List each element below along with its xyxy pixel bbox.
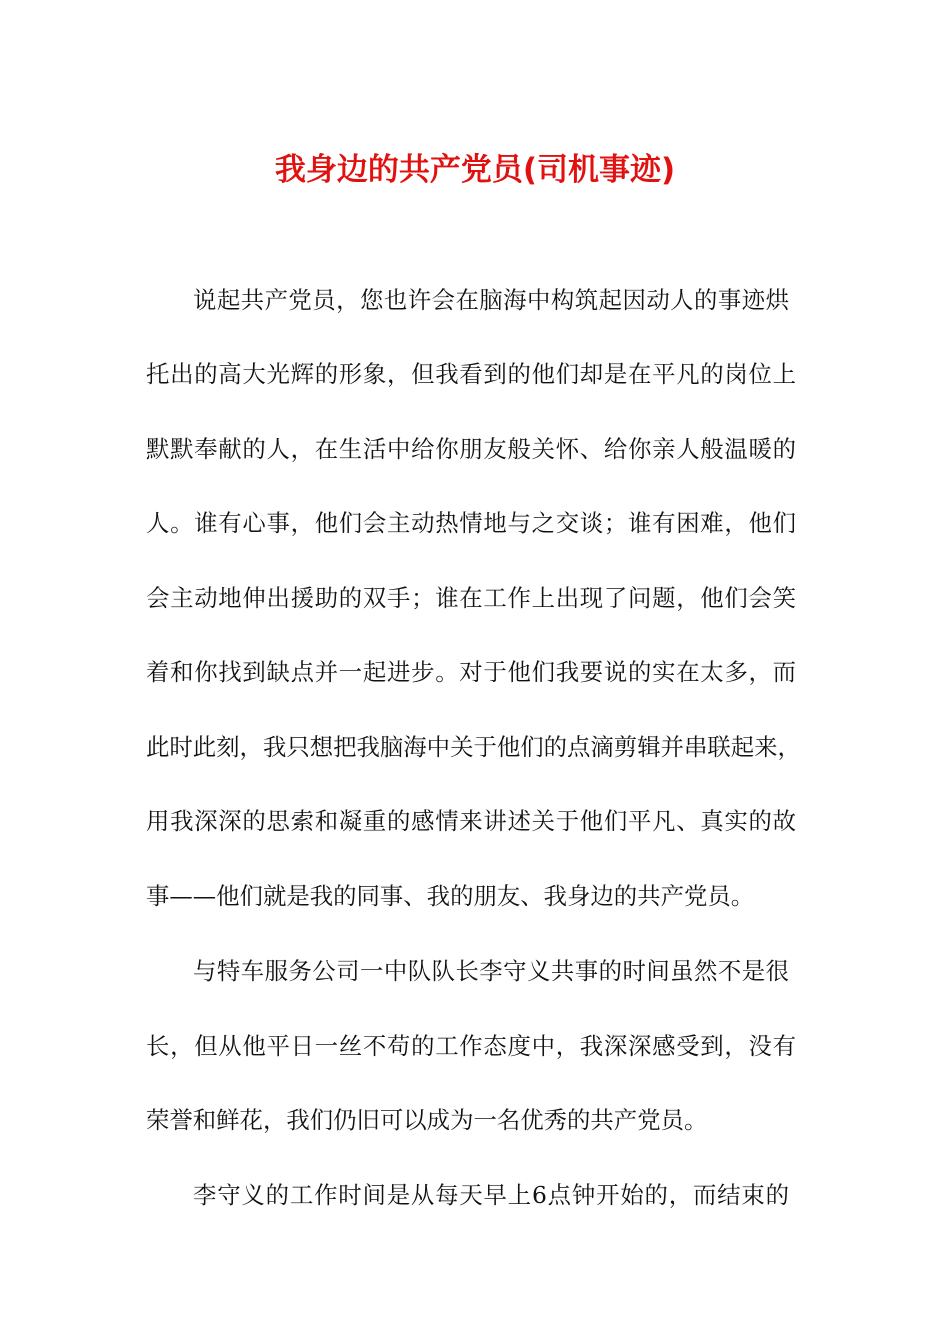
document-title: 我身边的共产党员(司机事迹) (274, 152, 676, 188)
paragraph-2-line-2: 长，但从他平日一丝不苟的工作态度中，我深深感受到，没有 (146, 1032, 796, 1060)
paragraph-1-line-4: 人。谁有心事，他们会主动热情地与之交谈；谁有困难，他们 (146, 509, 796, 537)
paragraph-1-line-6: 着和你找到缺点并一起进步。对于他们我要说的实在太多，而 (146, 658, 796, 686)
paragraph-1-line-3: 默默奉献的人，在生活中给你朋友般关怀、给你亲人般温暖的 (146, 435, 796, 463)
paragraph-1-line-2: 托出的高大光辉的形象，但我看到的他们却是在平凡的岗位上 (146, 360, 796, 388)
paragraph-1-line-5: 会主动地伸出援助的双手；谁在工作上出现了问题，他们会笑 (146, 584, 796, 612)
paragraph-1-line-7: 此时此刻，我只想把我脑海中关于他们的点滴剪辑并串联起来， (146, 733, 801, 761)
paragraph-1-line-8: 用我深深的思索和凝重的感情来讲述关于他们平凡、真实的故 (146, 807, 796, 835)
paragraph-3-line-1: 李守义的工作时间是从每天早上6点钟开始的，而结束的 (193, 1181, 789, 1209)
paragraph-1-line-9: 事——他们就是我的同事、我的朋友、我身边的共产党员。 (146, 882, 755, 910)
paragraph-1-line-1: 说起共产党员，您也许会在脑海中构筑起因动人的事迹烘 (193, 286, 789, 314)
paragraph-2-line-1: 与特车服务公司一中队队长李守义共事的时间虽然不是很 (193, 957, 789, 985)
paragraph-2-line-3: 荣誉和鲜花，我们仍旧可以成为一名优秀的共产党员。 (146, 1106, 708, 1134)
